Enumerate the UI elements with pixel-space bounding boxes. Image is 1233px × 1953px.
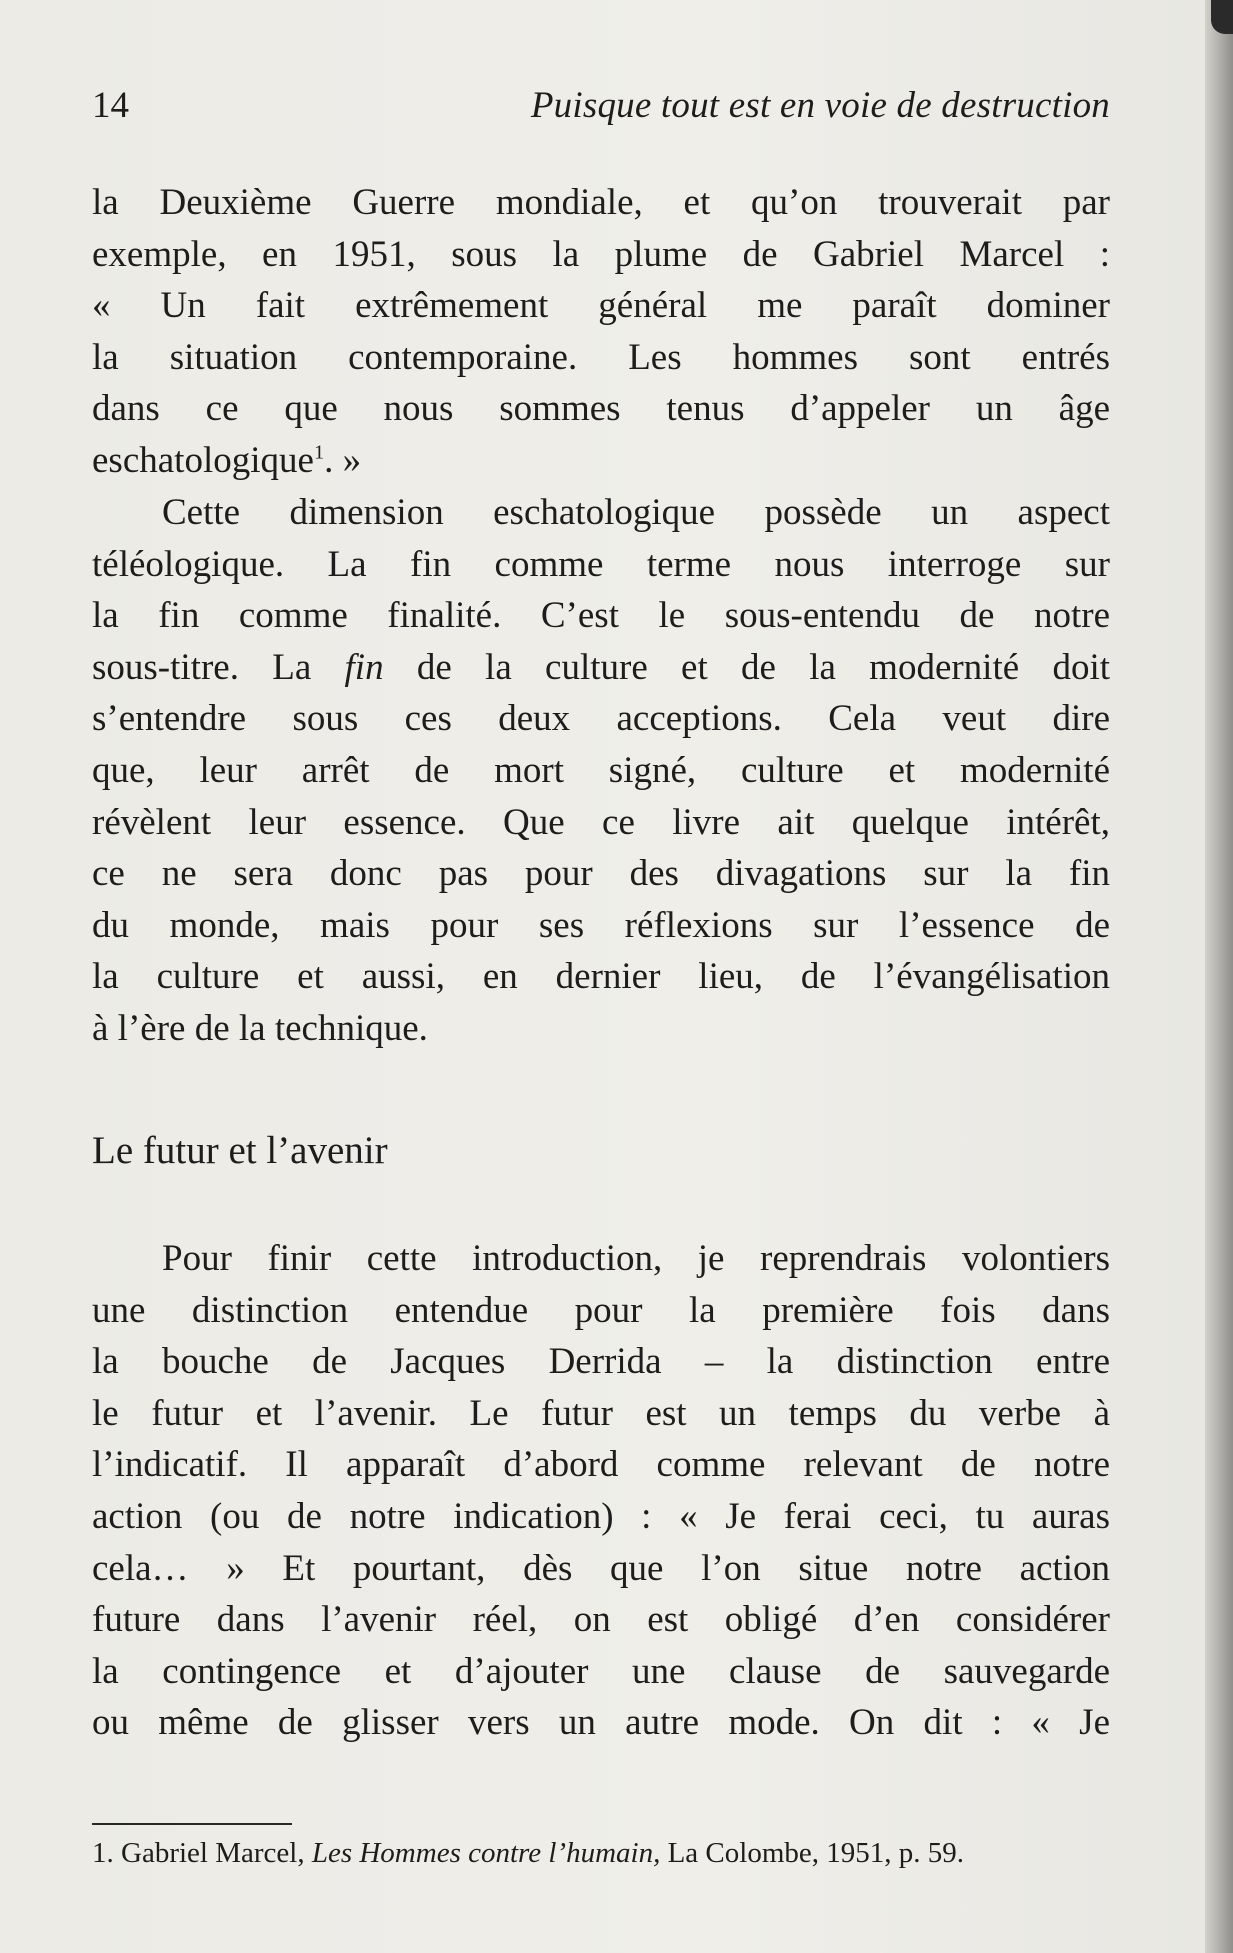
- footnote: [92, 1833, 1110, 1873]
- section-heading: Le futur et l’avenir: [92, 1129, 388, 1172]
- text-fragment: eschatologique: [92, 439, 314, 481]
- paragraph-2: [92, 487, 1110, 1055]
- text-line: exemple, en 1951, sous la plume de Gabriel Marcel :: [92, 233, 1110, 275]
- text-line: ce ne sera donc pas pour des divagations sur la fin: [92, 853, 1110, 895]
- text-line: la Deuxième Guerre mondiale, et qu’on trouverait par: [92, 182, 1110, 223]
- text-line: la contingence et d’ajouter une clause de sauvegarde: [92, 1650, 1110, 1692]
- page-number: 14: [92, 85, 129, 126]
- running-title: Puisque tout est en voie de destruction: [530, 85, 1110, 126]
- paragraph-3: [92, 1233, 1110, 1749]
- paragraph-1: [92, 177, 1110, 487]
- emphasis-text: fin: [344, 646, 384, 688]
- footnote-number: 1.: [92, 1837, 114, 1869]
- text-line: Cette dimension eschatologique possède un aspect: [162, 492, 1110, 533]
- footnote-author: Gabriel Marcel,: [121, 1837, 305, 1869]
- text-line: l’indicatif. Il apparaît d’abord comme relevant de notre: [92, 1444, 1110, 1486]
- text-line: la situation contemporaine. Les hommes sont entrés: [92, 336, 1110, 378]
- text-line: s’entendre sous ces deux acceptions. Cela veut dire: [92, 698, 1110, 740]
- text-line: que, leur arrêt de mort signé, culture et modernité: [92, 749, 1110, 791]
- text-line: la bouche de Jacques Derrida – la distinction entre: [92, 1341, 1110, 1383]
- text-line: la fin comme finalité. C’est le sous-entendu de notre: [92, 595, 1110, 637]
- text-line: dans ce que nous sommes tenus d’appeler un âge: [92, 388, 1110, 430]
- text-line: ou même de glisser vers un autre mode. On dit : « Je: [92, 1702, 1110, 1744]
- text-line: révèlent leur essence. Que ce livre ait quelque intérêt,: [92, 801, 1110, 843]
- text-fragment: de la culture et de la modernité doit: [383, 646, 1110, 688]
- text-line: action (ou de notre indication) : « Je ferai ceci, tu auras: [92, 1495, 1110, 1537]
- text-line: le futur et l’avenir. Le futur est un temps du verbe à: [92, 1392, 1110, 1434]
- page-edge: [1205, 0, 1233, 1953]
- text-line: du monde, mais pour ses réflexions sur l’essence de: [92, 904, 1110, 946]
- footnote-divider: [92, 1823, 292, 1825]
- footnote-reference: 1: [313, 441, 325, 464]
- text-line: téléologique. La fin comme terme nous interroge sur: [92, 543, 1110, 585]
- footnote-publication: La Colombe, 1951, p. 59.: [667, 1837, 964, 1869]
- footnote-title: Les Hommes contre l’humain,: [311, 1837, 661, 1869]
- text-fragment: sous-titre. La: [92, 646, 345, 688]
- text-line: une distinction entendue pour la première fois dans: [92, 1289, 1110, 1331]
- text-line: future dans l’avenir réel, on est obligé d’en considérer: [92, 1599, 1110, 1641]
- text-line: cela… » Et pourtant, dès que l’on situe notre action: [92, 1547, 1110, 1589]
- scan-corner-mark: [1211, 0, 1233, 34]
- text-fragment: . »: [324, 439, 362, 481]
- running-header: [92, 84, 1110, 134]
- text-line: [92, 642, 1110, 694]
- text-line: la culture et aussi, en dernier lieu, de l’évangélisation: [92, 956, 1110, 998]
- text-line: Pour finir cette introduction, je reprendrais volontiers: [162, 1238, 1110, 1279]
- text-line: à l’ère de la technique.: [92, 1007, 428, 1049]
- text-line: « Un fait extrêmement général me paraît dominer: [92, 285, 1110, 327]
- text-line: [92, 435, 1110, 487]
